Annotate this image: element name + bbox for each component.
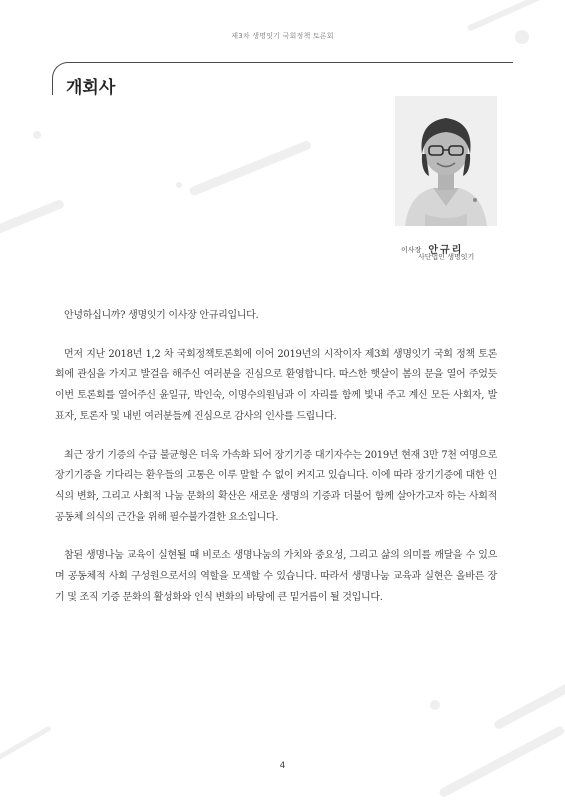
portrait-photo — [395, 96, 497, 226]
portrait-illustration — [395, 96, 497, 226]
speaker-role: 이사장 — [401, 246, 422, 254]
speaker-organization: 사단법인 생명잇기 — [418, 253, 475, 261]
background-stripe — [467, 0, 565, 32]
paragraph-greeting: 안녕하십니까? 생명잇기 이사장 안규리입니다. — [64, 310, 259, 321]
background-stripe — [0, 725, 52, 764]
background-dot — [176, 182, 182, 188]
background-stripe — [0, 199, 65, 241]
title-frame — [52, 62, 513, 95]
section-title: 개회사 — [66, 78, 116, 98]
background-dot — [33, 131, 41, 139]
body-text — [55, 306, 497, 626]
speaker-name: 안규리 — [428, 245, 464, 256]
background-dot — [430, 700, 440, 710]
page-number: 4 — [279, 761, 286, 771]
paragraph-welcome: 먼저 지난 2018년 1,2 차 국회정책토론회에 이어 2019년의 시작이자 제3회 생명잇기 국회 정책 토론회에 관심을 가지고 발걸음 해주신 여러분을 진심으로 환영합니다. 따스한 햇살이 봄의 문을 열어 주었듯 이번 토론회를 열어주신 윤일규, 박인숙, 이명수의원님과 이 자리를 함께 빛내 주고 계신 모든 사회자, 발표자, 토론자 및 내빈 여러분들께 진심으로 감사의 인사를 드립니다. — [55, 348, 497, 422]
running-header: 제3차 생명잇기 국회정책 토론회 — [231, 32, 334, 40]
background-stripe — [188, 140, 312, 197]
background-stripe — [493, 680, 565, 730]
paragraph-education: 참된 생명나눔 교육이 실현될 때 비로소 생명나눔의 가치와 중요성, 그리고 삶의 의미를 깨달을 수 있으며 공동체적 사회 구성원으로서의 역할을 모색할 수 있습니다. 따라서 생명나눔 교육과 실현은 올바른 장기 및 조직 기증 문화의 활성화와 인식 변화의 바탕에 큰 밑거름이 될 것입니다. — [55, 550, 497, 603]
paragraph-background: 최근 장기 기증의 수급 불균형은 더욱 가속화 되어 장기기증 대기자수는 2019년 현재 3만 7천 여명으로 장기기증을 기다리는 환우들의 고통은 이루 말할 수 없이 커지고 있습니다. 이에 따라 장기기증에 대한 인식의 변화, 그리고 사회적 나눔 문화의 확산은 새로운 생명의 기증과 더불어 함께 살아가고자 하는 사회적 공동체 의식의 근간을 위해 필수불가결한 요소입니다. — [55, 449, 497, 523]
